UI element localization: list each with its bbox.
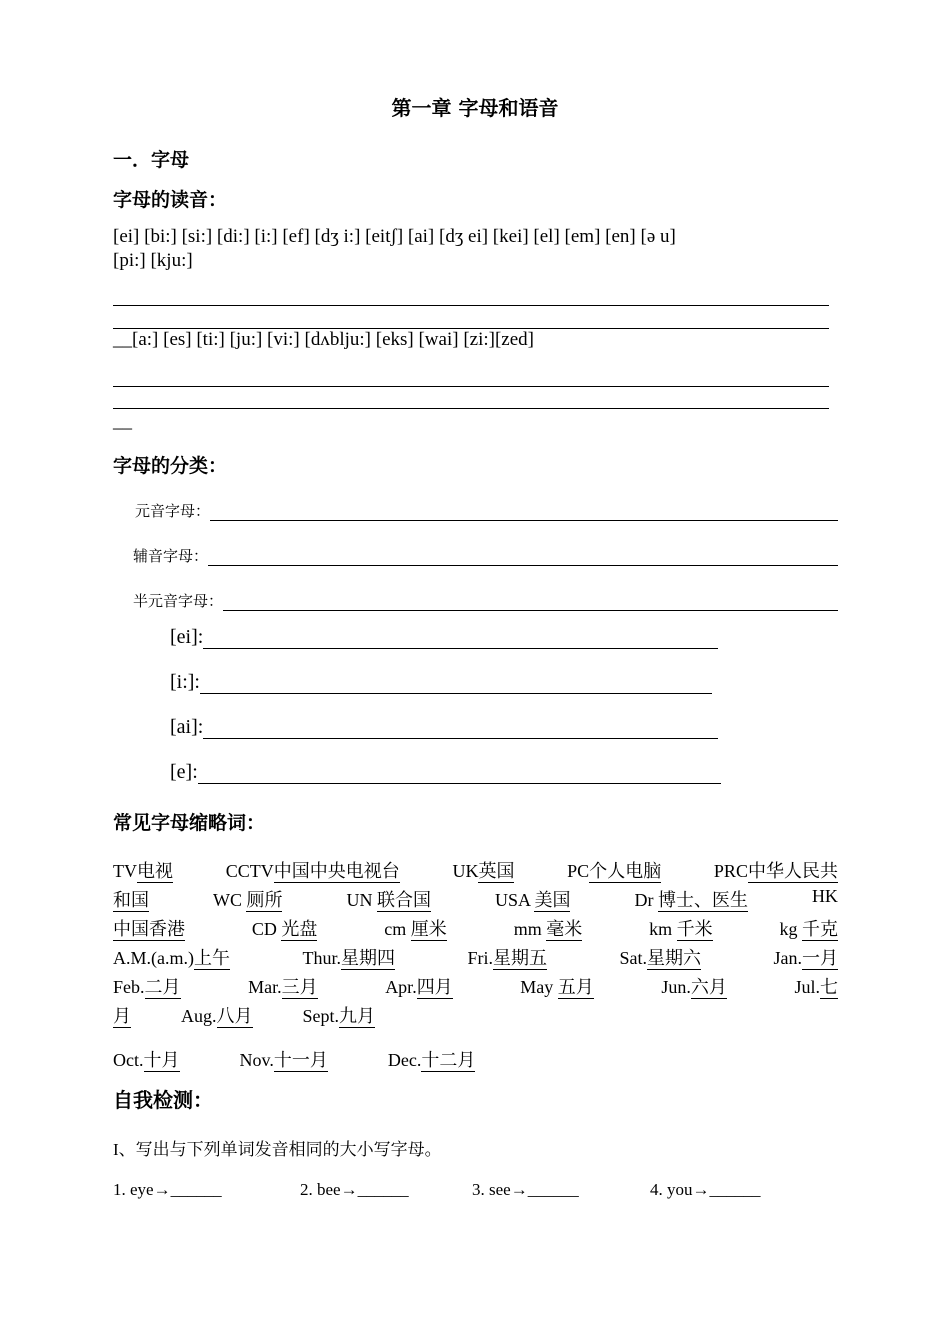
abbreviation-meaning: 五月 (557, 977, 594, 997)
phonetics-line-3 (113, 329, 534, 351)
sound-blank-i[interactable] (200, 673, 712, 694)
exercise-item: 1. eye→______ (113, 1180, 222, 1199)
sound-row-e (170, 761, 721, 784)
abbreviation-meaning: 博士、医生 (657, 890, 748, 910)
abbreviation-code: km (649, 919, 677, 939)
consonant-letters-label: 辅音字母： (133, 549, 209, 565)
abbreviation-item (385, 973, 453, 999)
abbreviation-meaning: 九月 (339, 1006, 376, 1026)
abbreviation-meaning: 六月 (690, 977, 727, 997)
abbreviation-code: UN (346, 890, 377, 910)
abbreviation-meaning: 十一月 (273, 1050, 328, 1070)
abbreviation-meaning: 八月 (216, 1006, 253, 1026)
abbreviation-item (113, 886, 149, 912)
writing-line (113, 408, 829, 409)
abbreviation-item (388, 1046, 475, 1072)
abbreviation-meaning: 联合国 (376, 890, 431, 910)
abbreviation-meaning: 中国香港 (113, 919, 185, 939)
abbreviation-item (452, 857, 514, 883)
abbreviation-row (113, 973, 838, 999)
exercise-instruction: I、写出与下列单词发音相同的大小写字母。 (113, 1140, 442, 1159)
abbreviation-code: A.M.(a.m.) (113, 948, 194, 968)
abbreviation-meaning: 中华人民共 (747, 861, 838, 881)
abbreviation-meaning: 月 (113, 1006, 131, 1026)
abbreviation-code: May (520, 977, 558, 997)
abbreviation-meaning: 个人电脑 (589, 861, 662, 881)
sound-label-ai: [ai]: (170, 716, 204, 738)
abbreviation-item (302, 944, 395, 970)
reading-heading: 字母的读音： (113, 189, 228, 211)
abbreviation-item (634, 886, 748, 912)
semivowel-letters-blank[interactable] (223, 594, 838, 611)
abbreviation-item (619, 944, 701, 970)
abbreviation-item (773, 944, 838, 970)
abbreviation-item (780, 915, 839, 941)
line-lead-blank: __ (113, 329, 132, 350)
abbreviation-code: Nov. (239, 1050, 274, 1070)
abbreviation-item (812, 886, 838, 912)
abbreviation-meaning: 三月 (281, 977, 318, 997)
abbreviation-item (213, 886, 283, 912)
writing-line (113, 386, 829, 387)
exercise-item: 2. bee→______ (300, 1180, 409, 1199)
abbreviation-meaning: 星期六 (646, 948, 701, 968)
abbreviation-meaning: 二月 (144, 977, 181, 997)
abbreviation-code: USA (494, 890, 535, 910)
abbreviation-code: Jul. (794, 977, 820, 997)
abbreviation-item (514, 915, 583, 941)
sound-blank-ai[interactable] (203, 718, 718, 739)
abbreviation-item (113, 973, 181, 999)
abbreviation-meaning: 光盘 (281, 919, 318, 939)
abbreviation-item (714, 857, 838, 883)
abbreviation-row (113, 1046, 838, 1072)
vowel-letters-blank[interactable] (210, 504, 838, 521)
sound-row-ei (170, 626, 718, 649)
writing-line (113, 305, 829, 306)
abbreviation-meaning: 上午 (193, 948, 230, 968)
sound-label-e: [e]: (170, 761, 198, 783)
classification-heading: 字母的分类： (113, 455, 228, 477)
semivowel-letters-label: 半元音字母： (133, 594, 224, 610)
abbreviation-item (252, 915, 318, 941)
phonetics-line-3-text: [a:] [es] [ti:] [ju:] [vi:] [dʌblju:] [eks] [wai] [zi:][zed] (132, 329, 534, 350)
abbreviation-item (113, 1002, 131, 1028)
abbreviation-code: Oct. (113, 1050, 144, 1070)
abbreviation-code: Jun. (661, 977, 691, 997)
sound-label-i: [i:]: (170, 671, 200, 693)
abbreviation-item (113, 1046, 180, 1072)
abbreviation-meaning: 星期五 (492, 948, 547, 968)
abbreviation-meaning: 四月 (416, 977, 453, 997)
abbreviation-item (113, 915, 185, 941)
sound-row-ai (170, 716, 718, 739)
abbreviation-meaning: 星期四 (340, 948, 395, 968)
abbreviation-code: Mar. (248, 977, 282, 997)
abbreviation-item (567, 857, 661, 883)
abbreviation-item (495, 886, 571, 912)
abbreviation-code: Apr. (385, 977, 417, 997)
abbreviation-row (113, 944, 838, 970)
abbreviation-meaning: 毫米 (546, 919, 583, 939)
abbreviation-code: TV (113, 861, 137, 881)
abbreviation-meaning: 美国 (534, 890, 571, 910)
sound-blank-ei[interactable] (203, 628, 718, 649)
phonetics-line-1: [ei] [bi:] [si:] [di:] [i:] [ef] [dʒ i:] [eitʃ] [ai] [dʒ ei] [kei] [el] [em] [en] [ə u] (113, 226, 676, 247)
abbreviation-meaning: 千米 (676, 919, 713, 939)
abbreviation-code: Feb. (113, 977, 145, 997)
abbreviation-code: kg (779, 919, 802, 939)
trailing-blank: __ (113, 411, 132, 432)
abbreviation-meaning: 电视 (137, 861, 173, 881)
abbreviation-code: cm (384, 919, 411, 939)
abbreviation-item (520, 973, 594, 999)
phonetics-line-2: [pi:] [kju:] (113, 250, 193, 271)
abbreviation-item (248, 973, 318, 999)
abbreviation-meaning: 一月 (801, 948, 838, 968)
abbreviation-item (303, 1002, 376, 1028)
abbreviation-item (113, 857, 173, 883)
abbreviation-item (346, 886, 431, 912)
page-title: 第一章 字母和语音 (391, 96, 559, 120)
abbreviation-meaning: 中国中央电视台 (273, 861, 400, 881)
abbreviation-code: Aug. (181, 1006, 217, 1026)
abbreviation-row (113, 886, 838, 912)
semivowel-letters-row (133, 590, 838, 611)
abbreviation-item (181, 1002, 253, 1028)
self-test-heading: 自我检测： (113, 1088, 213, 1112)
abbreviation-code: Jan. (773, 948, 802, 968)
abbreviation-row (113, 857, 838, 883)
abbreviation-code: HK (811, 886, 838, 906)
abbreviation-row (113, 1002, 838, 1028)
vowel-letters-row (135, 500, 838, 521)
abbreviation-meaning: 十月 (143, 1050, 180, 1070)
abbreviation-item (467, 944, 547, 970)
abbreviation-item (649, 915, 713, 941)
abbreviation-code: Dr (634, 890, 658, 910)
abbreviation-meaning: 和国 (113, 890, 149, 910)
abbreviation-item (794, 973, 838, 999)
abbreviation-meaning: 七 (820, 977, 838, 997)
abbreviation-code: Dec. (387, 1050, 422, 1070)
abbreviation-item (661, 973, 727, 999)
abbreviation-code: PRC (713, 861, 748, 881)
abbreviation-item (240, 1046, 328, 1072)
vowel-letters-label: 元音字母： (135, 504, 211, 520)
abbreviation-item (226, 857, 400, 883)
abbreviation-code: Thur. (302, 948, 341, 968)
abbreviation-code: CCTV (225, 861, 274, 881)
sound-row-i (170, 671, 712, 694)
abbreviation-code: WC (212, 890, 247, 910)
abbreviation-code: PC (567, 861, 590, 881)
sound-blank-e[interactable] (198, 763, 721, 784)
abbreviation-code: CD (251, 919, 282, 939)
consonant-letters-blank[interactable] (208, 549, 838, 566)
abbreviation-meaning: 英国 (478, 861, 515, 881)
abbreviation-meaning: 厕所 (246, 890, 283, 910)
abbreviation-code: Fri. (467, 948, 493, 968)
sound-label-ei: [ei]: (170, 626, 204, 648)
abbreviation-code: mm (513, 919, 547, 939)
exercise-item: 3. see→______ (472, 1180, 579, 1199)
abbreviation-item (113, 944, 230, 970)
abbreviation-meaning: 十二月 (421, 1050, 476, 1070)
abbreviation-item (384, 915, 447, 941)
abbreviation-meaning: 千克 (802, 919, 838, 939)
abbreviation-meaning: 厘米 (410, 919, 447, 939)
abbreviations-heading: 常见字母缩略词： (113, 812, 266, 834)
abbreviation-row (113, 915, 838, 941)
abbreviation-code: Sept. (302, 1006, 340, 1026)
consonant-letters-row (133, 545, 838, 566)
abbreviation-code: Sat. (619, 948, 647, 968)
abbreviation-code: UK (452, 861, 479, 881)
exercise-item: 4. you→______ (650, 1180, 761, 1199)
section-heading-letters: 一．字母 (113, 149, 190, 171)
